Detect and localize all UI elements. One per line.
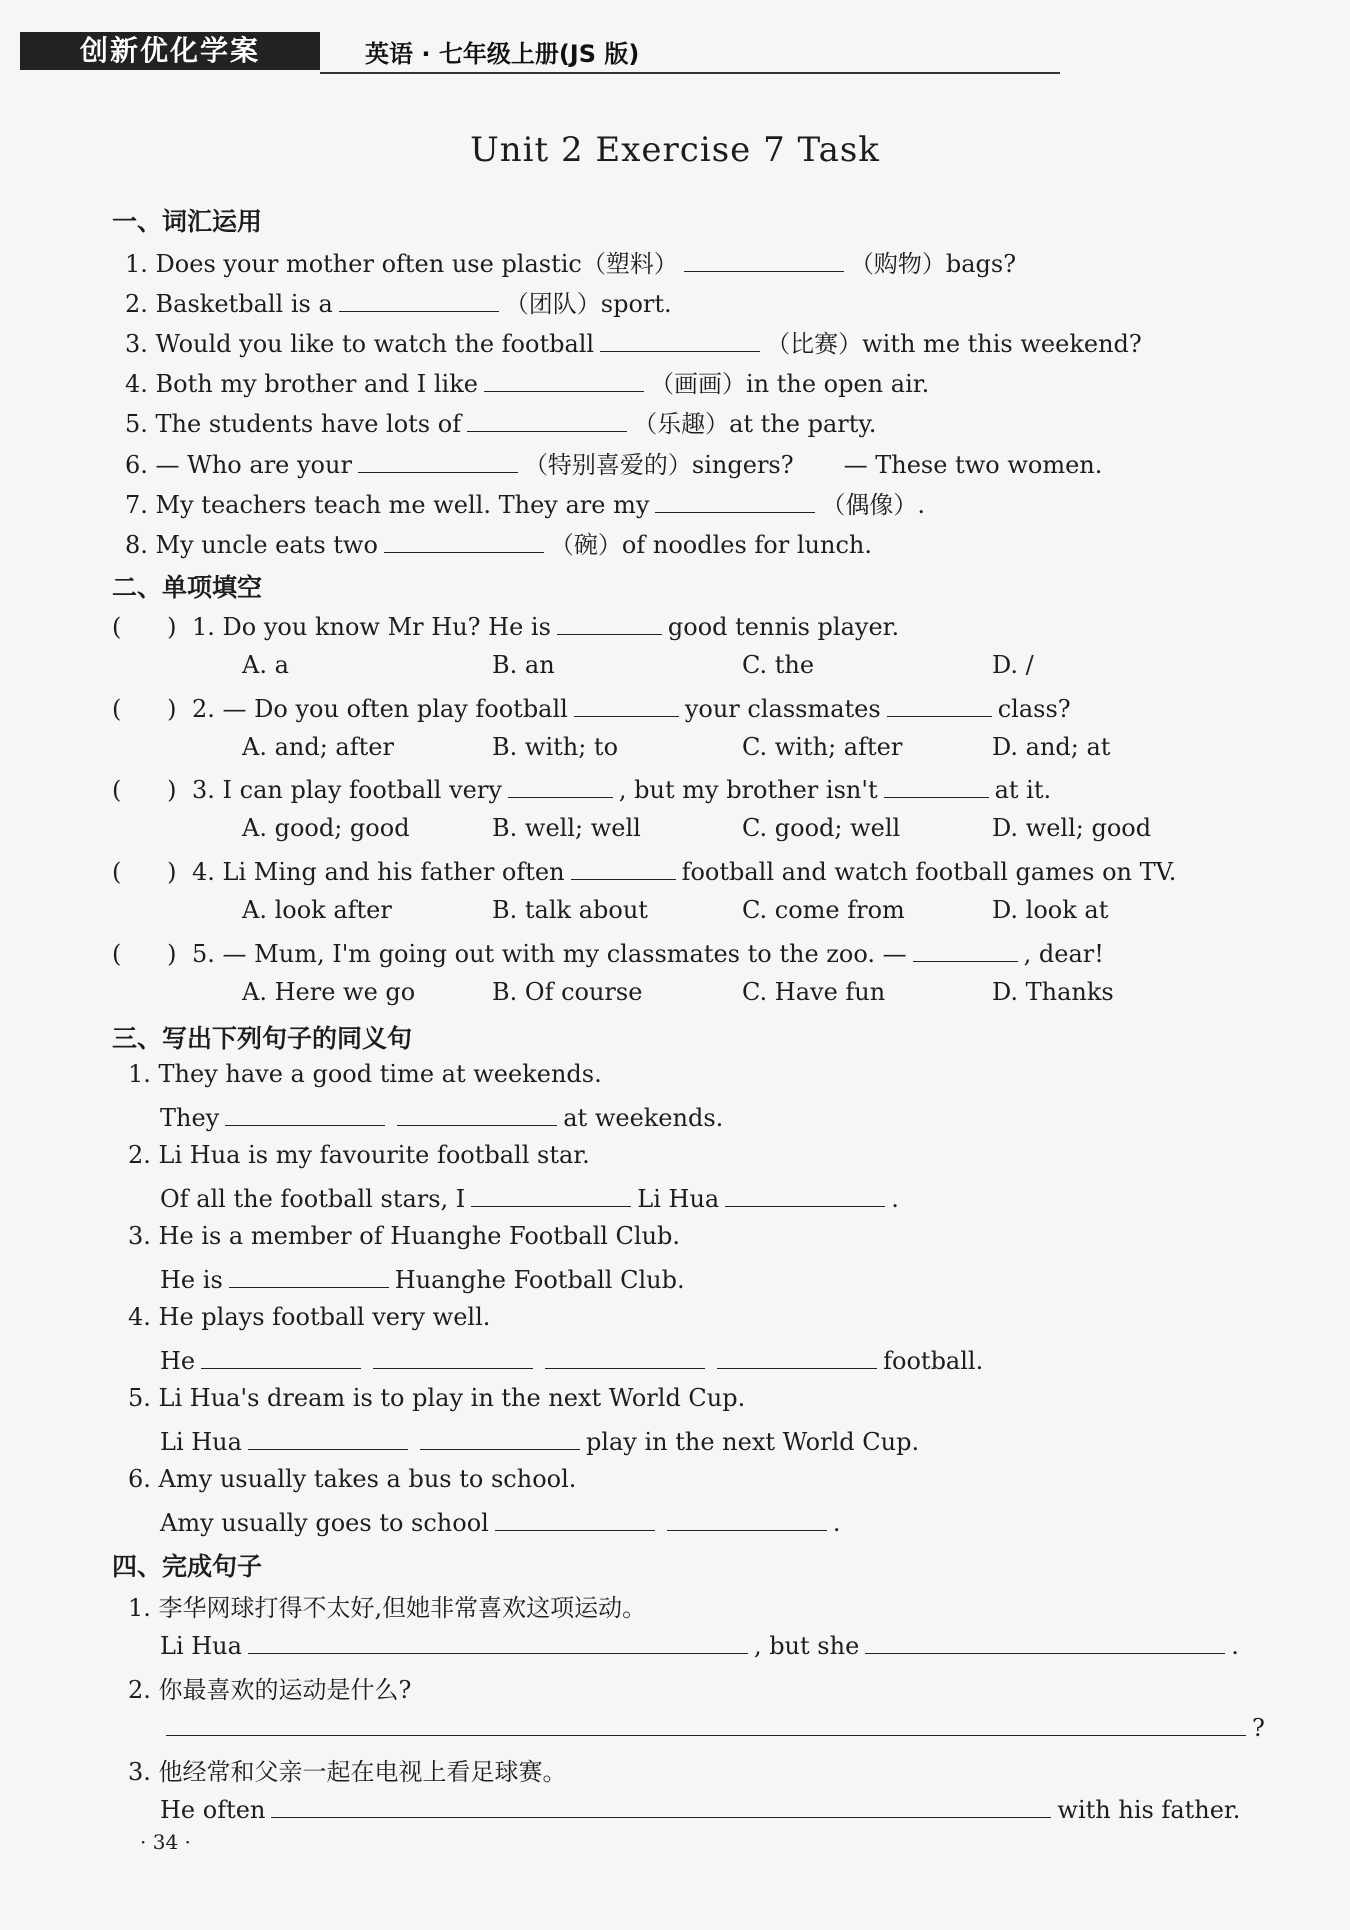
- s1-item-6: 6. — Who are your （特别喜爱的）singers? — These two women.: [125, 445, 1102, 480]
- answer-blank[interactable]: [225, 1101, 385, 1126]
- section-1-heading: 一、词汇运用: [112, 207, 263, 236]
- answer-bracket[interactable]: ( ): [112, 613, 177, 641]
- option-c: C. with; after: [742, 733, 903, 761]
- book-title: 英语 · 七年级上册(JS 版): [365, 40, 640, 68]
- option-c: C. the: [742, 651, 815, 679]
- option-d: D. Thanks: [992, 978, 1114, 1006]
- answer-blank[interactable]: [600, 327, 760, 352]
- s4-item-2-chinese: 2. 你最喜欢的运动是什么?: [128, 1676, 412, 1704]
- answer-blank: [887, 692, 992, 717]
- s2-item-1-stem: ( ) 1. Do you know Mr Hu? He is good tennis player.: [112, 610, 899, 641]
- answer-blank[interactable]: [384, 528, 544, 553]
- section-4-heading: 四、完成句子: [112, 1552, 263, 1581]
- header-rule: [320, 72, 1060, 74]
- answer-blank: [508, 773, 613, 798]
- answer-blank: [884, 773, 989, 798]
- s1-item-4: 4. Both my brother and I like （画画）in the open air.: [125, 364, 929, 399]
- s4-item-3-chinese: 3. 他经常和父亲一起在电视上看足球赛。: [128, 1758, 567, 1786]
- answer-blank[interactable]: [667, 1506, 827, 1531]
- answer-blank[interactable]: [229, 1263, 389, 1288]
- answer-blank[interactable]: [725, 1182, 885, 1207]
- answer-blank[interactable]: [166, 1711, 1246, 1736]
- answer-blank: [571, 855, 676, 880]
- section-2-heading: 二、单项填空: [112, 573, 263, 602]
- answer-bracket[interactable]: ( ): [112, 695, 177, 723]
- answer-blank[interactable]: [420, 1425, 580, 1450]
- s3-item-5-rewrite: Li Hua play in the next World Cup.: [160, 1425, 919, 1456]
- s1-item-2: 2. Basketball is a （团队）sport.: [125, 284, 672, 319]
- answer-blank[interactable]: [373, 1344, 533, 1369]
- s1-item-3: 3. Would you like to watch the football （比赛）with me this weekend?: [125, 324, 1142, 359]
- s3-item-3-original: 3. He is a member of Huanghe Football Club.: [128, 1222, 681, 1250]
- answer-blank[interactable]: [201, 1344, 361, 1369]
- s3-item-5-original: 5. Li Hua's dream is to play in the next World Cup.: [128, 1384, 746, 1412]
- page-number: · 34 ·: [140, 1830, 191, 1854]
- answer-blank[interactable]: [865, 1629, 1225, 1654]
- answer-blank[interactable]: [467, 407, 627, 432]
- s3-item-1-original: 1. They have a good time at weekends.: [128, 1060, 602, 1088]
- s1-item-5: 5. The students have lots of （乐趣）at the party.: [125, 404, 876, 439]
- answer-bracket[interactable]: ( ): [112, 858, 177, 886]
- option-c: C. good; well: [742, 814, 901, 842]
- page-header: [20, 32, 1040, 74]
- s1-item-1: 1. Does your mother often use plastic（塑料） （购物）bags?: [125, 244, 1016, 279]
- answer-bracket[interactable]: ( ): [112, 776, 177, 804]
- answer-blank[interactable]: [248, 1425, 408, 1450]
- page-title: Unit 2 Exercise 7 Task: [470, 130, 880, 170]
- option-b: B. well; well: [492, 814, 641, 842]
- option-b: B. Of course: [492, 978, 643, 1006]
- s1-item-7: 7. My teachers teach me well. They are my （偶像）.: [125, 485, 925, 520]
- option-a: A. look after: [242, 896, 392, 924]
- answer-blank[interactable]: [248, 1629, 748, 1654]
- option-d: D. /: [992, 651, 1034, 679]
- s4-item-3-answer: He often with his father.: [160, 1793, 1240, 1824]
- s3-item-6-original: 6. Amy usually takes a bus to school.: [128, 1465, 577, 1493]
- answer-blank[interactable]: [545, 1344, 705, 1369]
- answer-blank[interactable]: [358, 448, 518, 473]
- s3-item-1-rewrite: They at weekends.: [160, 1101, 723, 1132]
- option-d: D. well; good: [992, 814, 1152, 842]
- answer-blank: [557, 610, 662, 635]
- s4-item-1-chinese: 1. 李华网球打得不太好,但她非常喜欢这项运动。: [128, 1594, 647, 1622]
- option-d: D. and; at: [992, 733, 1111, 761]
- answer-bracket[interactable]: ( ): [112, 940, 177, 968]
- option-c: C. come from: [742, 896, 905, 924]
- s1-item-8: 8. My uncle eats two （碗）of noodles for lunch.: [125, 525, 872, 560]
- s3-item-3-rewrite: He is Huanghe Football Club.: [160, 1263, 685, 1294]
- s2-item-2-stem: ( ) 2. — Do you often play football your classmates class?: [112, 692, 1071, 723]
- brand-logo: [20, 32, 320, 70]
- answer-blank[interactable]: [495, 1506, 655, 1531]
- option-a: A. and; after: [242, 733, 394, 761]
- option-a: A. Here we go: [242, 978, 416, 1006]
- option-b: B. an: [492, 651, 555, 679]
- brand-text: 创新优化学案: [79, 34, 260, 67]
- answer-blank: [574, 692, 679, 717]
- s3-item-2-original: 2. Li Hua is my favourite football star.: [128, 1141, 590, 1169]
- s4-item-1-answer: Li Hua , but she .: [160, 1629, 1239, 1660]
- option-a: A. good; good: [242, 814, 410, 842]
- option-d: D. look at: [992, 896, 1109, 924]
- option-b: B. talk about: [492, 896, 648, 924]
- answer-blank[interactable]: [684, 247, 844, 272]
- s3-item-4-original: 4. He plays football very well.: [128, 1303, 491, 1331]
- s2-item-3-stem: ( ) 3. I can play football very , but my brother isn't at it.: [112, 773, 1051, 804]
- option-a: A. a: [242, 651, 289, 679]
- s3-item-2-rewrite: Of all the football stars, I Li Hua .: [160, 1182, 899, 1213]
- option-b: B. with; to: [492, 733, 619, 761]
- s3-item-4-rewrite: He football.: [160, 1344, 983, 1375]
- s2-item-4-stem: ( ) 4. Li Ming and his father often football and watch football games on TV.: [112, 855, 1176, 886]
- answer-blank[interactable]: [717, 1344, 877, 1369]
- answer-blank: [913, 937, 1018, 962]
- option-c: C. Have fun: [742, 978, 886, 1006]
- s4-item-2-answer: ?: [160, 1711, 1265, 1742]
- answer-blank[interactable]: [471, 1182, 631, 1207]
- section-3-heading: 三、写出下列句子的同义句: [112, 1024, 413, 1053]
- s3-item-6-rewrite: Amy usually goes to school .: [160, 1506, 840, 1537]
- answer-blank[interactable]: [339, 287, 499, 312]
- s2-item-5-stem: ( ) 5. — Mum, I'm going out with my classmates to the zoo. — , dear!: [112, 937, 1104, 968]
- answer-blank[interactable]: [655, 488, 815, 513]
- answer-blank[interactable]: [397, 1101, 557, 1126]
- answer-blank[interactable]: [484, 367, 644, 392]
- answer-blank[interactable]: [271, 1793, 1051, 1818]
